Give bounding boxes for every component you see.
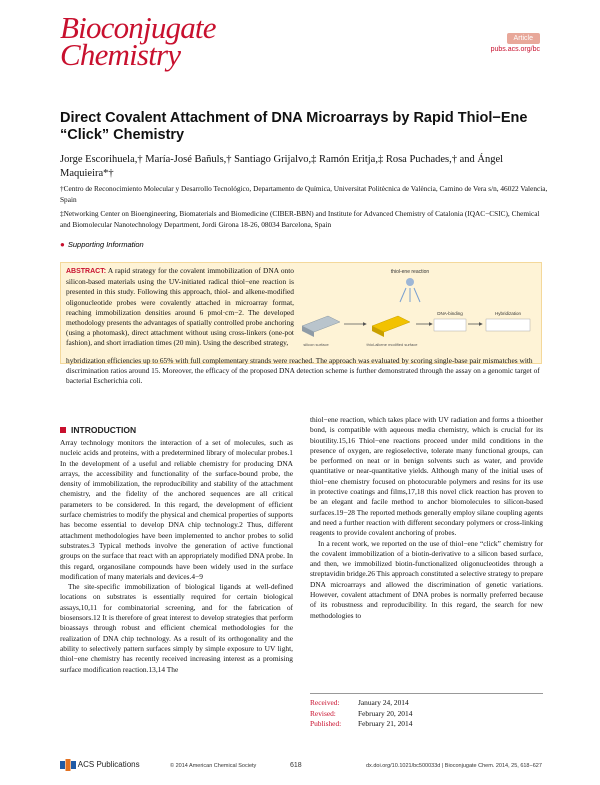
journal-name-line2: Chemistry [60,37,181,72]
acs-logo-icon [60,759,76,771]
citation[interactable]: dx.doi.org/10.1021/bc500033d | Bioconjugate Chem. 2014, 25, 618−627 [366,763,542,769]
paragraph: In a recent work, we reported on the use of thiol−ene “click” chemistry for the covalent immobilization of a biotin-derivative to a silicon based surface, and then, we immobilized biotin-functionalized oligonucleotides through a streptavidin bridge.26 This approach constituted a selective strategy to prepare DNA microarrays and allowed the discrimination of genetic variations. However, covalent attachment of DNA probes is normally preferred because of its robustness and reproducibility. In this regard, the search for new methodologies to [310,538,543,620]
journal-url[interactable]: pubs.acs.org/bc [490,46,540,53]
toc-graphic [300,264,538,359]
abstract-label: ABSTRACT: [66,268,107,275]
abstract-text-part1 [66,266,294,349]
left-column [60,438,293,675]
section-heading-introduction [60,425,136,435]
dna-binding-panel [434,319,466,331]
affiliation-2: ‡Networking Center on Bioengineering, Biomaterials and Biomedicine (CIBER-BBN) and Institute for Advanced Chemistry of Catalonia (IQAC−CSIC), Chemical and Biomolecular Nanotechnology Department, Jordi Girona 18-26, 08034 Barcelona, Spain [60,209,540,229]
page-number: 618 [290,762,302,769]
publisher-logo [60,759,140,771]
journal-name-line1: Bioconjugate [60,10,216,45]
revised-label: Revised: [310,708,336,718]
published-date: February 21, 2014 [358,719,413,729]
abstract-text-part2: hybridization efficiencies up to 65% with full complementary strands were reached. The approach was evaluated by scoring single-base pair mismatches with discrimination ratios around 15. Moreover, the efficacy of the proposed DNA detection scheme is further demonstrated through the assay on a genomic target of bacterial Escherichia coli. [66,356,540,386]
hybridization-panel [486,319,530,331]
uv-lamp-icon [406,278,414,286]
paragraph: thiol−ene reaction, which takes place with UV radiation and forms a thioether bond, is compatible with aqueous media chemistry, which is crucial for its bioutility.15,16 Thiol−ene reactions proceed under mild conditions in the presence of oxygen, are regioselective, tolerate many functional groups, can be performed on neat or in benign solvents such as water, and provide quantitative or near-quantitative yields. Although many of the initial uses of thiol−ene chemistry focused on photocurable polymers and resins for its use in protective coatings and films,17,18 this novel click reaction has proven to be an elegant and facile method to anchor biomolecules to silicon-based surfaces.19−28 The reported methods generally employ silane coupling agents and need a further reaction with different secondary polymers or cross-linking reagents to provide covalent anchoring of probes. [310,415,543,538]
section-marker-icon [60,427,66,433]
right-column [310,415,543,621]
article-type-badge: Article [507,33,540,44]
paragraph: The site-specific immobilization of biological ligands at well-defined locations on substrates is essentially required for certain biological assays,10,11 for combinatorial screening, and for the fabrication of biosensors.12 It is therefore of great interest to develop strategies that perform bioassays through robust and efficient chemical methodologies for the realization of DNA chip technology. As a result of its orthogonality and the ability to selectively pattern surfaces simply by simple exposure to UV light, thiol−ene chemistry has recently received increasing interest as a promising surface modification reaction.13,14 The [60,582,293,674]
publication-dates [310,693,543,730]
introduction-heading-label: INTRODUCTION [71,425,137,435]
received-date: January 24, 2014 [358,698,409,707]
journal-logo [60,10,216,72]
toc-label-hybridization: Hybridization [494,311,522,316]
supporting-information-link[interactable] [60,240,144,249]
affiliation-1: †Centro de Reconocimiento Molecular y Desarrollo Tecnológico, Departamento de Química, Universitat Politècnica de València, Camino de Vera s/n, 46022 Valencia, Spain [60,184,548,204]
author-list: Jorge Escorihuela,† María-José Bañuls,† Santiago Grijalvo,‡ Ramón Eritja,‡ Rosa Puchades,† and Ángel Maquieira*† [60,154,504,179]
revised-date: February 20, 2014 [358,708,413,718]
abstract-body-1: A rapid strategy for the covalent immobilization of DNA onto silicon-based materials using the UV-initiated radical thiol−ene reaction is presented in this study. Following this approach, thiol- and alkene-modified oligonucleotide probes were covalently attached in microarray format, reaching immobilization densities around 6 pmol·cm−2. The developed methodology presents the advantages of spatially controlled probe anchoring (using a photomask), direct attachment without using cross-linkers (one-pot fashion), and short irradiation times (20 min). Using the described strategy, [66,266,294,348]
received-label: Received: [310,698,340,707]
supporting-info-label: Supporting Information [67,240,144,249]
paragraph: Array technology monitors the interaction of a set of molecules, such as nucleic acids and proteins, with a predetermined library of molecular probes.1 In the development of a useful and reliable chemistry for producing DNA arrays, the accessibility and functionality of the surface-bound probe, the density of immobilization, the reproducibility and stability of the attachment chemistry, and the fidelity of the anchored sequences are all critical parameters to be considered. In this regard, the development of efficient surface chemistries to modify the physical and chemical properties of supports has become essential to develop DNA chip technology.2 Thus, different attachment methodologies have been implemented to anchor probes to solid substrates.3 Typical methods involve the generation of active functional groups on the surface that react with an appropriately modified DNA probe. In this regard, organosilane compounds have been widely used in the surface modification of many materials and devices.4−9 [60,438,293,581]
publisher-name: ACS Publications [77,760,140,770]
supporting-info-icon: ● [60,240,65,249]
published-label: Published: [310,719,342,729]
toc-label-binding: DNA-binding [437,311,463,316]
copyright: © 2014 American Chemical Society [170,763,257,769]
toc-label-top: thiol-ene reaction [390,269,430,275]
article-title: Direct Covalent Attachment of DNA Microarrays by Rapid Thiol−Ene “Click” Chemistry [60,110,528,143]
toc-label-modified: thiol-alkene modified surface [366,342,418,347]
toc-label-silicon: silicon surface [303,342,329,347]
